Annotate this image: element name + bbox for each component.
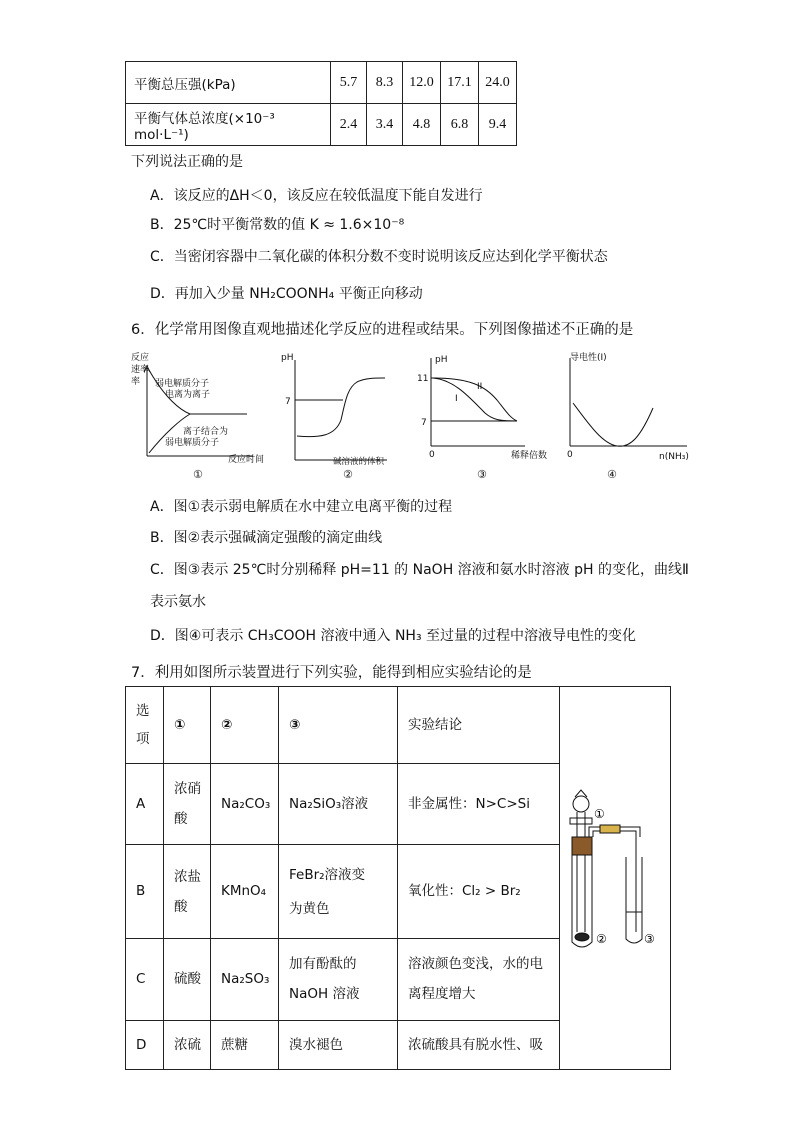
graph2-xlabel: 碱溶液的体积 (333, 457, 385, 467)
graph3-ylabel: pH (435, 355, 448, 365)
graph3-tick: 7 (421, 418, 427, 428)
test-tube-3 (626, 857, 642, 943)
header-col1: ① (164, 687, 211, 764)
apparatus-label: ③ (644, 932, 655, 946)
table-cell: 氧化性：Cl₂ > Br₂ (398, 845, 560, 939)
question-6-stem: 6．化学常用图像直观地描述化学反应的进程或结果。下列图像描述不正确的是 (131, 322, 634, 338)
option-b: B．图②表示强碱滴定强酸的滴定曲线 (150, 530, 383, 546)
table-cell: 9.4 (479, 104, 517, 146)
stopcock (570, 818, 592, 824)
apparatus-label: ① (594, 807, 605, 821)
table-cell: 3.4 (367, 104, 403, 146)
table-cell: 非金属性：N>C>Si (398, 764, 560, 845)
experiment-table (125, 686, 671, 1070)
table-cell: 平衡总压强(kPa) (126, 62, 331, 104)
question-7-stem: 7．利用如图所示装置进行下列实验，能得到相应实验结论的是 (131, 665, 532, 681)
table-cell: 蔗糖 (211, 1021, 279, 1070)
graph3-origin: 0 (429, 450, 435, 460)
graph1-ylabel: 反应 (131, 353, 150, 363)
header-col3: ③ (279, 687, 398, 764)
option-a: A．图①表示弱电解质在水中建立电离平衡的过程 (150, 499, 453, 515)
table-row (126, 62, 517, 104)
graph2-tick: 7 (285, 397, 291, 407)
option-b: B．25℃时平衡常数的值 K ≈ 1.6×10⁻⁸ (150, 217, 405, 233)
delivery-tube-inner (593, 831, 636, 932)
table-cell: D (126, 1021, 164, 1070)
graph4-number: ④ (607, 468, 617, 481)
apparatus-diagram (560, 687, 670, 1057)
graph2-titration-curve (297, 378, 385, 437)
table-cell: 6.8 (441, 104, 479, 146)
table-cell: 8.3 (367, 62, 403, 104)
option-c-continued: 表示氨水 (150, 594, 206, 610)
table-cell: FeBr₂溶液变为黄色 (279, 845, 398, 939)
table-cell: 17.1 (441, 62, 479, 104)
graph1-number: ① (193, 468, 203, 481)
table-cell: C (126, 938, 164, 1020)
graph4-conductivity-curve (573, 403, 653, 446)
table-cell: 硫酸 (164, 938, 211, 1020)
table-cell: 平衡气体总浓度(×10⁻³ mol·L⁻¹) (126, 104, 331, 146)
table-row (126, 104, 517, 146)
graph3-label-I: I (455, 394, 458, 404)
header-conclusion: 实验结论 (398, 687, 560, 764)
funnel-bulb (573, 796, 589, 812)
table-cell: 浓盐酸 (164, 845, 211, 939)
solid-reagent (575, 933, 589, 941)
graph2-ylabel: pH (281, 353, 294, 363)
graph1-ylabel: 率 (131, 377, 141, 387)
table-cell: KMnO₄ (211, 845, 279, 939)
table-cell: Na₂SO₃ (211, 938, 279, 1020)
graph2-number: ② (343, 468, 353, 481)
table-cell: 浓硫酸具有脱水性、吸 (398, 1021, 560, 1070)
graph3-xlabel: 稀释倍数 (511, 451, 548, 461)
graph1-ylabel: 速率 (131, 365, 150, 375)
question-prompt: 下列说法正确的是 (131, 154, 243, 170)
table-cell: 12.0 (403, 62, 441, 104)
test-tube-2 (572, 847, 592, 947)
graph3-curve-II (433, 378, 517, 421)
table-cell: 浓硫 (164, 1021, 211, 1070)
table-cell: 24.0 (479, 62, 517, 104)
graph1-xlabel: 反应时间 (228, 455, 265, 465)
graph1-label: 弱电解质分子 (165, 438, 220, 448)
equilibrium-data-table (125, 61, 517, 146)
option-d: D．再加入少量 NH₂COONH₄ 平衡正向移动 (150, 286, 423, 302)
table-cell: 2.4 (331, 104, 367, 146)
table-cell: 溶液颜色变浅，水的电离程度增大 (398, 938, 560, 1020)
graph1-label: 离子结合为 (183, 427, 229, 437)
graph4-origin: 0 (567, 450, 573, 460)
table-cell: Na₂CO₃ (211, 764, 279, 845)
graph1-label: 电离为离子 (165, 390, 211, 400)
option-c: C．图③表示 25℃时分别稀释 pH=11 的 NaOH 溶液和氨水时溶液 pH 的变化，曲线Ⅱ (150, 562, 689, 578)
rubber-stopper (572, 837, 592, 855)
table-cell: Na₂SiO₃溶液 (279, 764, 398, 845)
table-cell: 4.8 (403, 104, 441, 146)
header-col2: ② (211, 687, 279, 764)
option-c: C．当密闭容器中二氧化碳的体积分数不变时说明该反应达到化学平衡状态 (150, 249, 608, 265)
option-a: A．该反应的ΔH＜0，该反应在较低温度下能自发进行 (150, 188, 483, 204)
table-header-row (126, 687, 671, 764)
table-cell: 浓硝酸 (164, 764, 211, 845)
graph3-number: ③ (477, 468, 487, 481)
table-cell: B (126, 845, 164, 939)
table-cell: 溴水褪色 (279, 1021, 398, 1070)
apparatus-label: ② (596, 932, 607, 946)
option-d: D．图④可表示 CH₃COOH 溶液中通入 NH₃ 至过量的过程中溶液导电性的变化 (150, 628, 636, 644)
graph4-ylabel: 导电性(I) (570, 353, 607, 363)
graph3-tick: 11 (417, 374, 429, 384)
rubber-joint (600, 825, 620, 833)
table-cell: 加有酚酞的NaOH 溶液 (279, 938, 398, 1020)
table-cell: A (126, 764, 164, 845)
graph3-label-II: II (477, 382, 483, 392)
apparatus-cell (560, 687, 671, 1070)
header-option: 选项 (126, 687, 164, 764)
graph4-xlabel: n(NH₃) (659, 452, 689, 462)
table-cell: 5.7 (331, 62, 367, 104)
q6-graphs (125, 348, 700, 483)
graph1-label: 弱电解质分子 (155, 379, 210, 389)
